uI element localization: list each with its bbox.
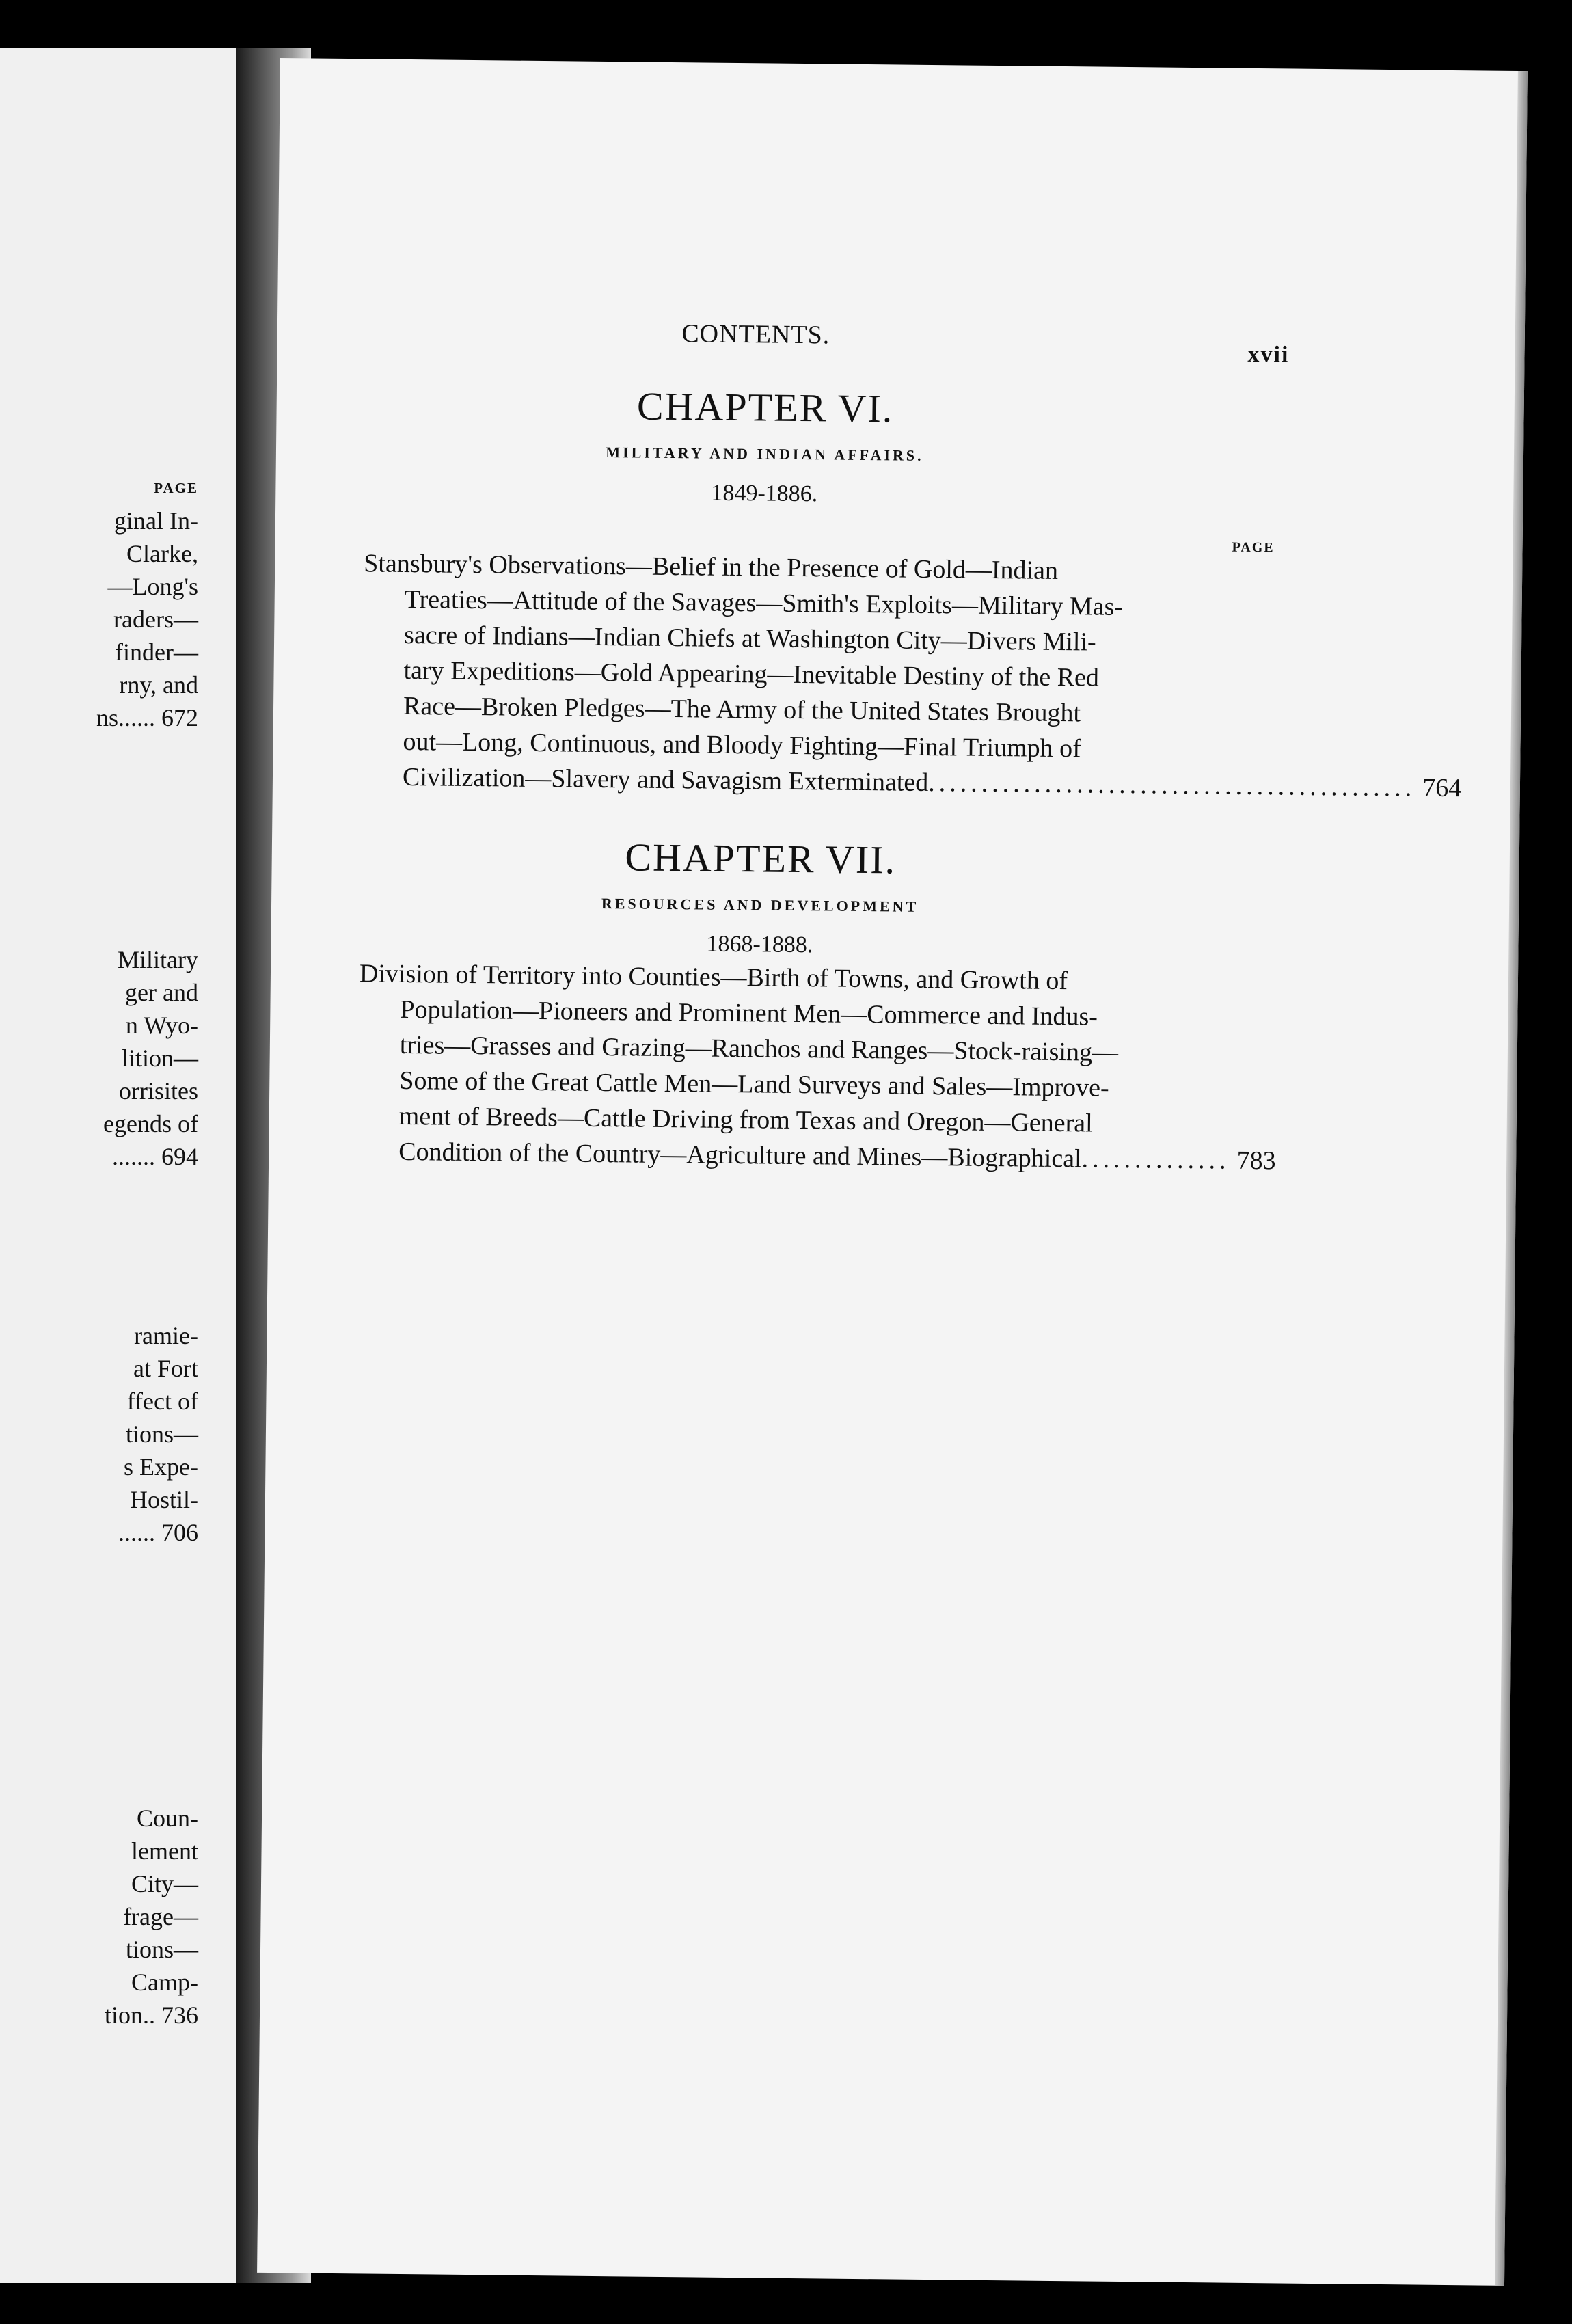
left-entry-last-line [96, 703, 198, 733]
left-entry-last-line [105, 2000, 198, 2030]
left-entry-page-number: 672 [161, 704, 198, 731]
left-entry-text: ....... [112, 1143, 155, 1170]
chapter-years: 1868-1888. [706, 931, 813, 958]
page-column-label: PAGE [1232, 539, 1275, 556]
chapter-page-number: 764 [1422, 773, 1462, 803]
left-line: at Fort [133, 1355, 198, 1382]
left-entry-last-line [112, 1141, 198, 1172]
left-line: s Expe- [124, 1453, 198, 1481]
left-line: Hostil- [129, 1486, 198, 1513]
left-line: Coun- [137, 1805, 198, 1832]
left-line: Clarke, [126, 540, 198, 567]
leader-dots: .............................................. [928, 768, 1416, 802]
chapter-subject: RESOURCES AND DEVELOPMENT [601, 894, 919, 915]
leader-dots: .............. [1081, 1144, 1230, 1175]
left-line: Camp- [131, 1969, 198, 1996]
summary-line: Population—Pioneers and Prominent Men—Commerce and Indus- [400, 995, 1098, 1031]
left-line: finder— [115, 638, 198, 666]
left-line: ginal In- [114, 507, 198, 535]
left-line: City— [131, 1870, 198, 1897]
summary-line: Condition of the Country—Agriculture and Mines—Biographical [398, 1137, 1082, 1174]
left-facing-page [0, 48, 236, 2283]
left-page-column-label: PAGE [154, 480, 198, 496]
page-edge [1495, 71, 1528, 2286]
summary-line: Some of the Great Cattle Men—Land Surveys and Sales—Improve- [399, 1066, 1109, 1103]
right-page [257, 58, 1528, 2286]
left-line: ramie- [134, 1322, 198, 1349]
summary-line: out—Long, Continuous, and Bloody Fighting—Final Triumph of [403, 727, 1082, 764]
running-head: CONTENTS. [681, 319, 830, 350]
summary-line: sacre of Indians—Indian Chiefs at Washington City—Divers Mili- [403, 620, 1096, 657]
left-line: raders— [113, 606, 198, 633]
left-entry-page-number: 706 [161, 1519, 198, 1546]
chapter-page-number: 783 [1236, 1146, 1276, 1176]
chapter-years: 1849-1886. [711, 480, 818, 507]
summary-line: ment of Breeds—Cattle Driving from Texas and Oregon—General [398, 1101, 1093, 1138]
chapter-6-heading [275, 379, 1254, 512]
left-line: Military [118, 946, 198, 973]
summary-line: tary Expeditions—Gold Appearing—Inevitable Destiny of the Red [403, 656, 1100, 692]
chapter-title: CHAPTER VII. [625, 835, 897, 882]
left-line: lition— [121, 1044, 198, 1072]
chapter-7-summary [357, 956, 1276, 1178]
left-entry-page-number: 694 [161, 1143, 198, 1170]
summary-line: Division of Territory into Counties—Birth of Towns, and Growth of [359, 959, 1068, 996]
left-line: rny, and [119, 671, 198, 699]
summary-line: Civilization—Slavery and Savagism Exterminated [402, 762, 929, 797]
left-line: ger and [125, 979, 198, 1006]
left-line: tions— [125, 1420, 198, 1448]
summary-line: Stansbury's Observations—Belief in the Presence of Gold—Indian [364, 549, 1059, 585]
summary-line: Race—Broken Pledges—The Army of the United States Brought [403, 691, 1081, 728]
chapter-title: CHAPTER VI. [636, 383, 894, 431]
left-line: lement [131, 1837, 198, 1865]
left-line: —Long's [107, 573, 198, 600]
left-line: orrisites [119, 1077, 198, 1105]
chapter-7-heading [271, 830, 1249, 963]
chapter-subject: MILITARY AND INDIAN AFFAIRS. [606, 444, 924, 464]
left-line: ffect of [126, 1388, 198, 1415]
left-entry-text: ns...... [96, 704, 155, 731]
summary-line: tries—Grasses and Grazing—Ranchos and Ranges—Stock-raising— [399, 1030, 1119, 1067]
summary-line: Treaties—Attitude of the Savages—Smith's Exploits—Military Mas- [404, 584, 1124, 621]
left-entry-text: ...... [118, 1519, 155, 1546]
left-line: egends of [103, 1110, 198, 1137]
left-entry-text: tion.. [104, 2001, 155, 2029]
left-entry-page-number: 736 [161, 2001, 198, 2029]
left-line: n Wyo- [125, 1012, 198, 1039]
left-line: tions— [125, 1936, 198, 1963]
left-entry-last-line [118, 1517, 198, 1548]
page-folio: xvii [1247, 341, 1290, 368]
left-line: frage— [123, 1903, 198, 1930]
